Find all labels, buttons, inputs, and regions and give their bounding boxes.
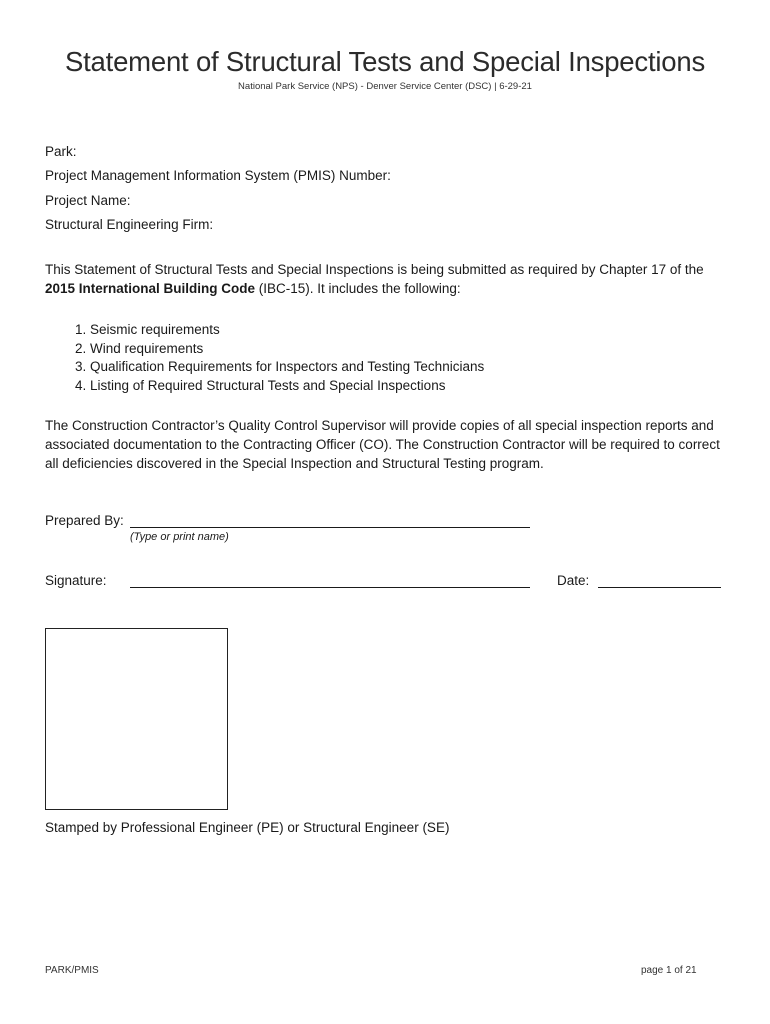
project-name-field-label: Project Name: — [45, 193, 131, 208]
intro-line2: (IBC-15). It includes the following: — [255, 281, 461, 296]
list-item: 3. Qualification Requirements for Inspectors and Testing Technicians — [90, 358, 484, 377]
prepared-by-row — [45, 512, 124, 530]
pmis-field-label: Project Management Information System (PMIS) Number: — [45, 168, 391, 183]
contractor-paragraph: The Construction Contractor’s Quality Control Supervisor will provide copies of all special inspection reports and associated documentation to the Contracting Officer (CO). The Construction Contractor will be required to correct all deficiencies discovered in the Special Inspection and Structural Testing program. — [45, 418, 720, 471]
page-subtitle: National Park Service (NPS) - Denver Service Center (DSC) | 6-29-21 — [238, 81, 532, 92]
date-label: Date: — [557, 573, 590, 588]
signature-label: Signature: — [45, 573, 107, 588]
type-hint: (Type or print name) — [130, 531, 229, 543]
requirements-list — [45, 321, 484, 395]
list-item: 1. Seismic requirements — [90, 321, 484, 340]
date-row — [557, 572, 589, 590]
prepared-by-line[interactable] — [130, 512, 530, 528]
footer-page-number: page 1 of 21 — [641, 965, 697, 976]
intro-line1: This Statement of Structural Tests and Special Inspections is being submitted as required by Chapter 17 of the — [45, 262, 704, 277]
page-title: Statement of Structural Tests and Special Inspections — [64, 46, 706, 77]
signature-row — [45, 572, 107, 590]
intro-paragraph — [45, 260, 735, 298]
prepared-by-label: Prepared By: — [45, 513, 124, 528]
stamp-caption: Stamped by Professional Engineer (PE) or Structural Engineer (SE) — [45, 820, 450, 835]
signature-line[interactable] — [130, 572, 530, 588]
park-field-label: Park: — [45, 144, 77, 159]
list-item: 2. Wind requirements — [90, 340, 484, 359]
building-code-name: 2015 International Building Code — [45, 281, 256, 296]
list-item: 4. Listing of Required Structural Tests and Special Inspections — [90, 377, 484, 396]
firm-field-label: Structural Engineering Firm: — [45, 217, 214, 232]
footer-left: PARK/PMIS — [45, 965, 99, 976]
stamp-box — [45, 628, 228, 810]
date-line[interactable] — [598, 572, 721, 588]
